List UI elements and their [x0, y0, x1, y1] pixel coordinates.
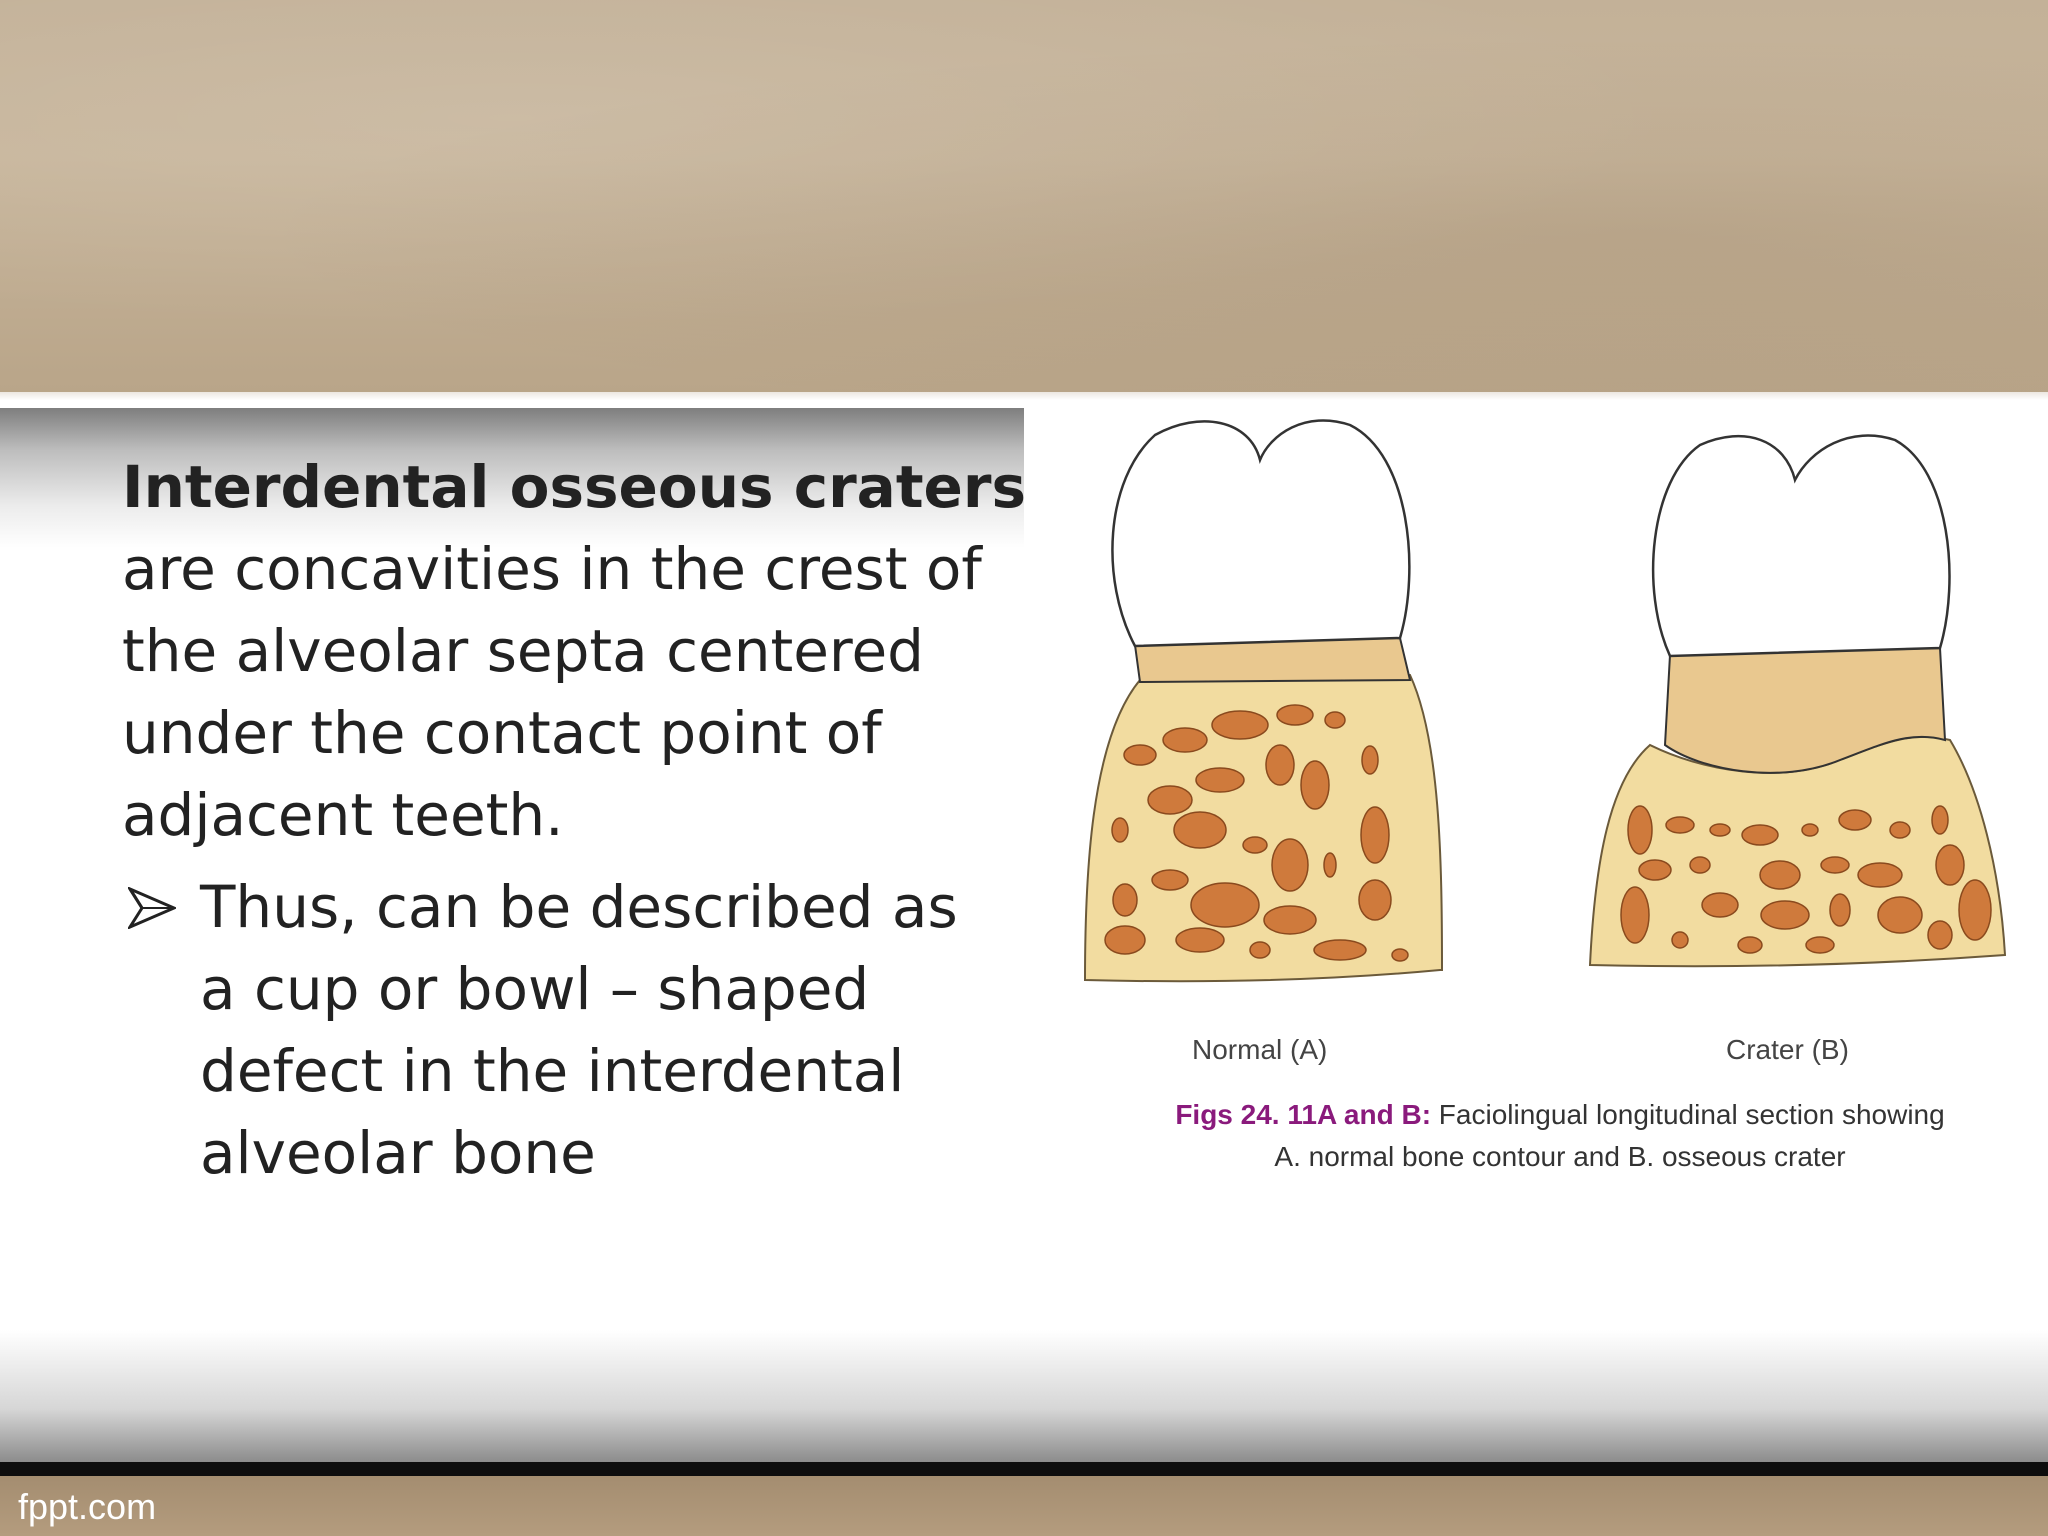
figure-label-a: Normal (A) [1192, 1034, 1328, 1065]
crater-tooth-illustration [1590, 436, 2005, 967]
bullet-line: a cup or bowl – shaped [200, 955, 870, 1023]
footer-brand: fppt.com [18, 1486, 157, 1527]
caption-line-2: A. normal bone contour and B. osseous crater [1274, 1141, 1846, 1172]
footer-background [0, 1476, 2048, 1536]
caption-text: Faciolingual longitudinal section showing [1431, 1099, 1945, 1130]
bullet-item [122, 866, 1022, 1194]
figure-label-b: Crater (B) [1726, 1034, 1849, 1065]
body-line: are concavities in the crest of [122, 535, 982, 603]
bullet-line: Thus, can be described as [200, 873, 958, 941]
body-line: the alveolar septa centered [122, 617, 924, 685]
footer-shade [0, 1330, 2048, 1462]
body-line: under the contact point of [122, 699, 882, 767]
bullet-line: defect in the interdental [200, 1037, 905, 1105]
arrowhead-bullet-icon [128, 887, 176, 929]
header-background [0, 0, 2048, 392]
normal-tooth-illustration [1085, 420, 1442, 981]
heading: Interdental osseous craters [122, 453, 1027, 521]
footer-divider [0, 1462, 2048, 1476]
slide-text [122, 446, 1027, 1194]
header-divider [0, 392, 2048, 400]
body-line: adjacent teeth. [122, 781, 564, 849]
bullet-line: alveolar bone [200, 1119, 596, 1187]
caption-figure-number: Figs 24. 11A and B: [1175, 1099, 1432, 1130]
figure-caption [1100, 1094, 2020, 1178]
